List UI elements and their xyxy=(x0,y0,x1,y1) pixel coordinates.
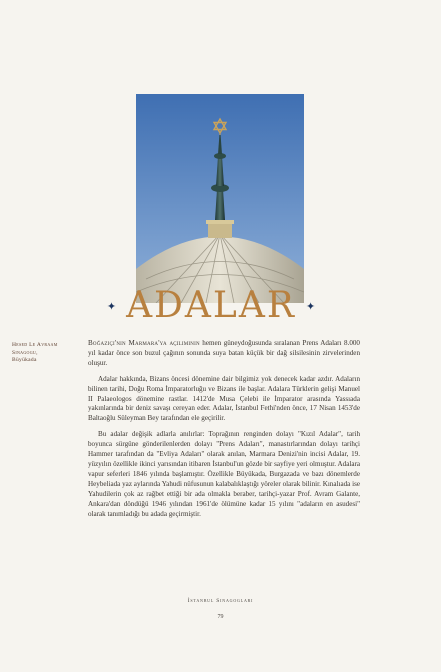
page-number: 79 xyxy=(217,614,224,620)
caption-line-1: Hesed Le Avraam xyxy=(12,342,58,348)
caption-line-3: Büyükada xyxy=(12,357,37,363)
paragraph-1 xyxy=(88,339,360,369)
running-footer: İstanbul Sinagogları xyxy=(187,598,254,604)
caption-line-2: Sinagogu, xyxy=(12,349,38,356)
chapter-title: ADALAR xyxy=(126,285,296,326)
paragraph-3: Bu adalar değişik adlarla anılırlar: Toprağının renginden dolayı "Kızıl Adalar", tarih boyunca sürgüne gönderilenlerden dolayı "Prens Adaları", manastırlarından dolayı tarihçi Hammer tarafından da "Evliya Adaları" olarak anılan, Marmara Denizi'nin incisi Adalar, 19. yüzyılın özellikle ikinci yarısından itibaren İstanbul'un gözde bir sayfiye yeri olmuştur. Adalara vapur seferleri 1846 yılında başlamıştır. Özellikle Büyükada, Burgazada ve bazı dönemlerde Heybeliada yaz aylarında Yahudi nüfusunun kalabalıklaştığı yöreler olarak bilinir. Kınalıada ise Yahudilerin çok az rağbet ettiği bir ada olmakla beraber, tarihçi-yazar Prof. Avram Galante, Ankara'dan döndüğü 1946 yılından 1961'de ölümüne kadar 15 yılını "adaların en asudesi" olarak tanımladığı bu adada geçirmiştir. xyxy=(88,430,360,518)
photo-caption xyxy=(12,342,94,365)
synagogue-dome-photo xyxy=(136,94,304,303)
right-star-ornament-icon: ✦ xyxy=(305,300,316,313)
body-text xyxy=(88,339,360,525)
paragraph-1-lead: Boğaziçi'nin Marmara'ya açılımının xyxy=(88,339,200,347)
paragraph-1-rest: hemen güneydoğusunda sıralanan Prens Adaları 8.000 yıl kadar önce son buzul çağının sonunda suya batan küçük bir dağ silsilesinin zirvelerinden oluşur. xyxy=(88,339,360,367)
paragraph-2: Adalar hakkında, Bizans öncesi dönemine dair bilgimiz yok denecek kadar azdır. Adaların bilinen tarihi, Doğu Roma İmparatorluğu ve Bizans ile başlar. Adalara Türklerin gelişi Manuel II Palaeologos dönemine rastlar. 1412'de Musa Çelebi ile İmparator arasında Yassıada yakınlarında bir deniz savaşı cereyan eder. Adalar, İstanbul Fethi'nden önce, 17 Nisan 1453'de Baltaoğlu Süleyman Bey tarafından ele geçirilir. xyxy=(88,374,360,423)
chapter-title-row xyxy=(96,286,326,326)
left-star-ornament-icon: ✦ xyxy=(106,300,117,313)
